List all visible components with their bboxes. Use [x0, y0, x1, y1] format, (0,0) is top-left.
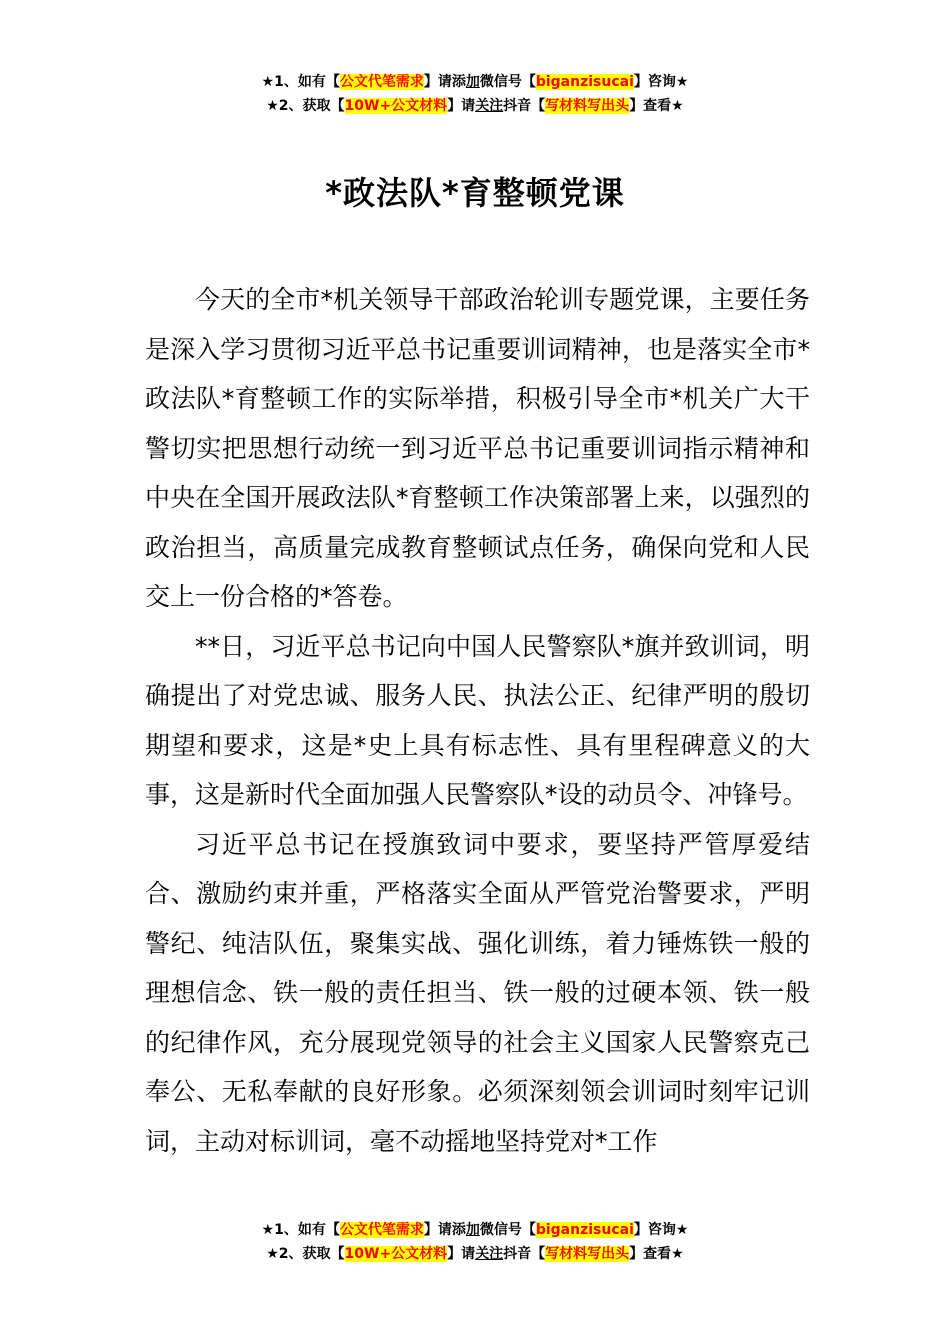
banner-text: ★2、获取【 [266, 1246, 345, 1262]
banner-text: 】请 [447, 98, 476, 114]
banner-highlight: biganzisucai [535, 1222, 634, 1238]
banner-underline: 加 [465, 74, 480, 90]
banner-underline: 关注 [475, 98, 504, 114]
banner-text: 】查看★ [629, 98, 684, 114]
paragraph: **日，习近平总书记向中国人民警察队*旗并致训词，明确提出了对党忠诚、服务人民、执法公正、纪律严明的殷切期望和要求，这是*史上具有标志性、具有里程碑意义的大事，这是新时代全面加强人民警察队*设的动员令、冲锋号。 [145, 631, 810, 809]
header-banner [0, 70, 950, 118]
banner-line-1 [0, 70, 950, 94]
paragraph: 习近平总书记在授旗致词中要求，要坚持严管厚爱结合、激励约束并重，严格落实全面从严管党治警要求，严明警纪、纯洁队伍，聚集实战、强化训练，着力锤炼铁一般的理想信念、铁一般的责任担当、铁一般的过硬本领、铁一般的纪律作风，充分展现党领导的社会主义国家人民警察克己奉公、无私奉献的良好形象。必须深刻领会训词时刻牢记训词，主动对标训词，毫不动摇地坚持党对*工作 [145, 829, 810, 1156]
banner-highlight: 公文代笔需求 [339, 1222, 424, 1238]
banner-text: 抖音【 [503, 1246, 546, 1262]
banner-text: 微信号【 [479, 1222, 536, 1238]
document-body [145, 275, 810, 1166]
banner-text: 】查看★ [629, 1246, 684, 1262]
banner-text: 】咨询★ [633, 1222, 689, 1238]
banner-text: 】咨询★ [633, 74, 689, 90]
paragraph: 今天的全市*机关领导干部政治轮训专题党课，主要任务是深入学习贯彻习近平总书记重要训词精神，也是落实全市*政法队*育整顿工作的实际举措，积极引导全市*机关广大干警切实把思想行动统一到习近平总书记重要训词指示精神和中央在全国开展政法队*育整顿工作决策部署上来，以强烈的政治担当，高质量完成教育整顿试点任务，确保向党和人民交上一份合格的*答卷。 [145, 285, 810, 611]
footer-banner [0, 1218, 950, 1266]
banner-text: 抖音【 [503, 98, 546, 114]
banner-highlight: 10W+公文材料 [344, 98, 448, 114]
banner-underline: 加 [465, 1222, 480, 1238]
banner-line-1 [0, 1218, 950, 1242]
banner-highlight: 10W+公文材料 [344, 1246, 448, 1262]
banner-text: 】请添 [423, 74, 466, 90]
banner-line-2 [0, 94, 950, 118]
banner-text: ★1、如有【 [261, 1222, 340, 1238]
banner-highlight: 写材料写出头 [545, 1246, 630, 1262]
banner-text: ★2、获取【 [266, 98, 345, 114]
banner-text: 微信号【 [479, 74, 536, 90]
banner-highlight: biganzisucai [535, 74, 634, 90]
banner-highlight: 写材料写出头 [545, 98, 630, 114]
banner-underline: 关注 [475, 1246, 504, 1262]
banner-text: ★1、如有【 [261, 74, 340, 90]
banner-text: 】请添 [423, 1222, 466, 1238]
banner-line-2 [0, 1242, 950, 1266]
banner-text: 】请 [447, 1246, 476, 1262]
document-title: *政法队*育整顿党课 [325, 174, 625, 212]
banner-highlight: 公文代笔需求 [339, 74, 424, 90]
